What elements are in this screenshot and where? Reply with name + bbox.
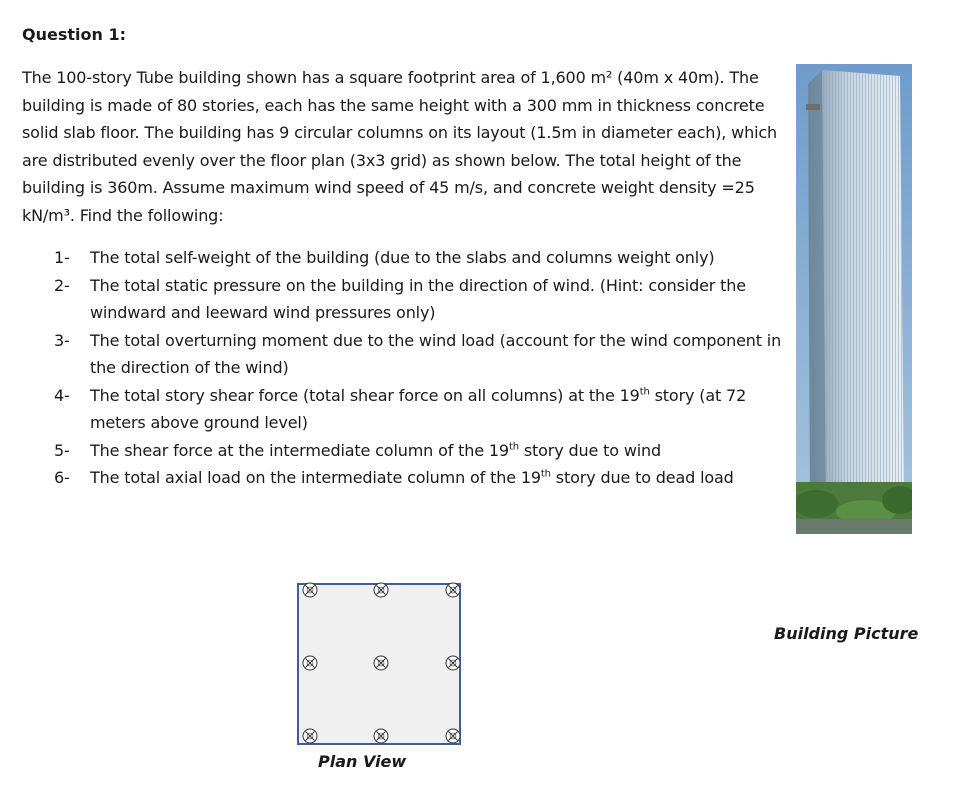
building-picture [796, 64, 912, 534]
column-icon [303, 729, 317, 743]
column-icon [446, 656, 460, 670]
item-number: 1- [54, 248, 70, 267]
list-item [54, 244, 784, 272]
question-title: Question 1: [22, 25, 126, 44]
item-number: 6- [54, 468, 70, 487]
item-number: 5- [54, 440, 70, 460]
item-text: The total overturning moment due to the wind load (account for the wind component in the direction of the wind) [90, 330, 782, 377]
list-item [54, 464, 784, 492]
item-number: 3- [54, 330, 70, 350]
item-number: 4- [54, 385, 70, 405]
list-item [54, 327, 784, 382]
ordinal-suffix: th [508, 441, 519, 453]
list-item [54, 437, 784, 465]
item-number: 2- [54, 275, 70, 295]
list-item [54, 382, 784, 437]
item-text-post: story (at 72 meters above ground level) [90, 385, 747, 432]
item-text: The total static pressure on the building in the direction of wind. (Hint: consider the windward and leeward wind pressures only) [90, 275, 746, 322]
ordinal-suffix: th [540, 468, 551, 480]
list-item [54, 272, 784, 327]
item-text-pre: The total story shear force (total shear force on all columns) at the 19 [90, 385, 640, 405]
item-text-post: story due to wind [518, 440, 662, 460]
column-icon [374, 656, 388, 670]
column-icon [374, 583, 388, 597]
column-icon [446, 729, 460, 743]
item-text-post: story due to dead load [550, 468, 734, 487]
column-icon [303, 656, 317, 670]
question-intro: The 100-story Tube building shown has a square footprint area of 1,600 m² (40m x 40m). The building is made of 80 stories, each has the same height with a 300 mm in thickness concrete solid slab floor. The building has 9 circular columns on its layout (1.5m in diameter each), which are distributed evenly over the floor plan (3x3 grid) as shown below. The total height of the building is 360m. Assume maximum wind speed of 45 m/s, and concrete weight density =25 kN/m³. Find the following: [22, 68, 778, 225]
item-text [90, 437, 784, 465]
item-text-pre: The total axial load on the intermediate column of the 19 [90, 468, 541, 487]
column-icon [303, 583, 317, 597]
plan-view-diagram [288, 574, 468, 754]
ordinal-suffix: th [639, 386, 650, 398]
item-text [90, 382, 784, 437]
item-text: The total self-weight of the building (due to the slabs and columns weight only) [90, 248, 715, 267]
plan-view-caption: Plan View [318, 752, 407, 771]
building-picture-caption: Building Picture [774, 624, 919, 643]
question-list [54, 244, 784, 492]
item-text-pre: The shear force at the intermediate column of the 19 [90, 440, 509, 460]
column-icon [374, 729, 388, 743]
item-text [90, 464, 784, 492]
column-icon [446, 583, 460, 597]
